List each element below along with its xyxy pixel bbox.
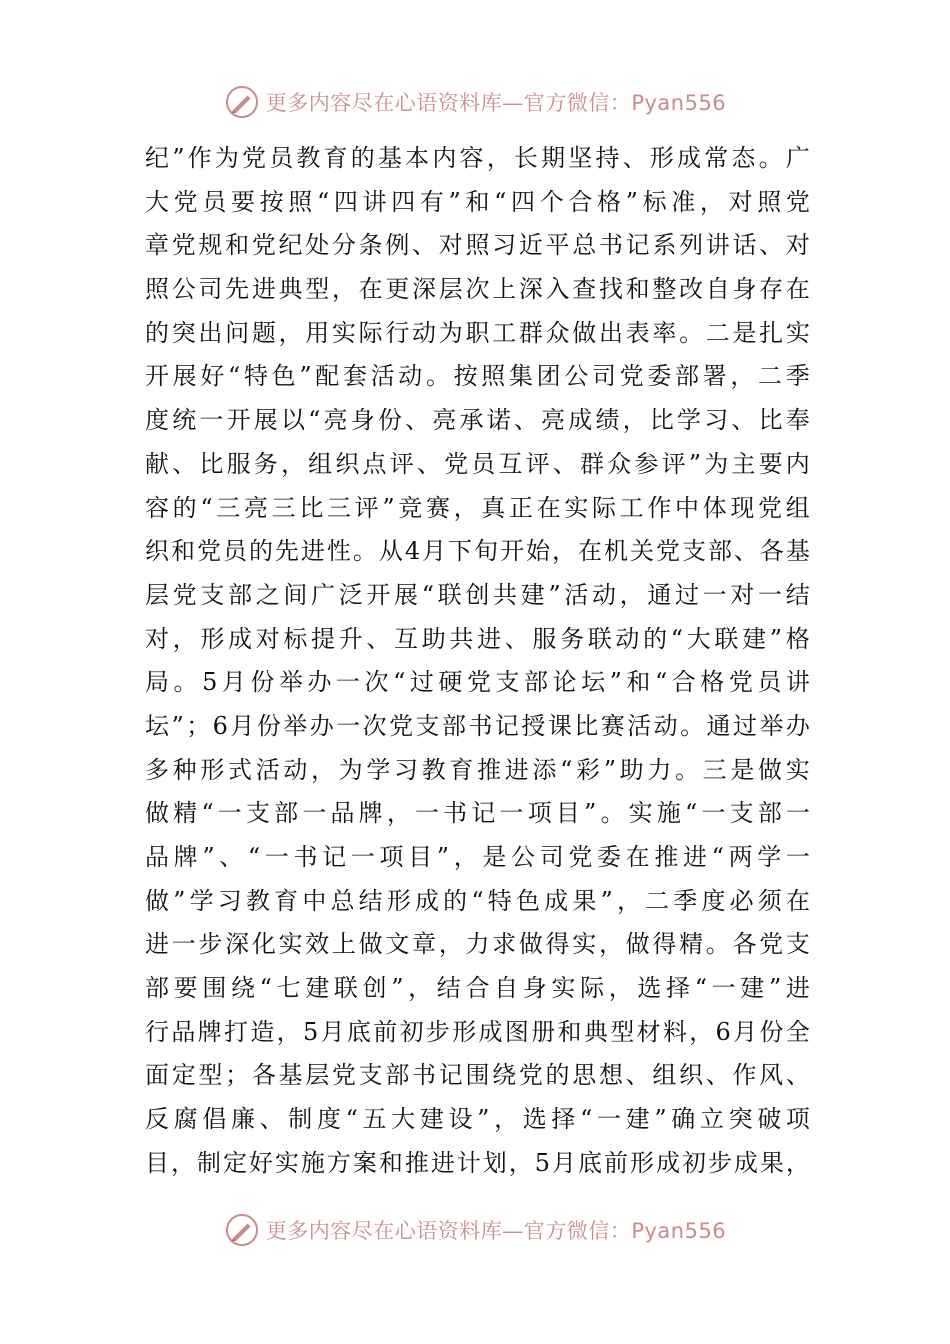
- text-line: 部 要 围 绕 “ 七 建 联 创 ” ， 结 合 自 身 实 际 ， 选 择 “ 一 建 ” 进: [145, 974, 810, 1003]
- text-line: 做 精 “ 一 支 部 一 品 牌 ， 一 书 记 一 项 目 ” 。 实 施 “ 一 支 部 一: [145, 799, 810, 828]
- header-watermark: [0, 82, 950, 122]
- text-line: 反 腐 倡 廉 、 制 度 “ 五 大 建 设 ” ， 选 择 “ 一 建 ” 确 立 突 破 项: [145, 1105, 810, 1134]
- text-line: 对 ， 形 成 对 标 提 升 、 互 助 共 进 、 服 务 联 动 的 “ 大 联 建 ” 格: [145, 624, 810, 653]
- document-body: [145, 137, 810, 1186]
- pen-logo-icon: [224, 84, 260, 120]
- text-line: 度 统 一 开 展 以 “ 亮 身 份 、 亮 承 诺 、 亮 成 绩 ， 比 学 习 、 比 奉: [145, 406, 810, 435]
- text-line: 多 种 形 式 活 动 ， 为 学 习 教 育 推 进 添 “ 彩 ” 助 力 。 三 是 做 实: [145, 755, 810, 784]
- watermark-handle: Pyan556: [631, 91, 727, 115]
- text-line: 坛 ” ； 6 月 份 举 办 一 次 党 支 部 书 记 授 课 比 赛 活 动 。 通 过 举 办: [145, 711, 810, 740]
- text-line: 的 突 出 问 题 ， 用 实 际 行 动 为 职 工 群 众 做 出 表 率 。 二 是 扎 实: [145, 318, 810, 347]
- watermark-text: 更多内容尽在心语资料库—官方微信：Pyan556: [265, 1219, 727, 1243]
- text-line: 织 和 党 员 的 先 进 性 。 从 4 月 下 旬 开 始 ， 在 机 关 党 支 部 、 各 基: [145, 537, 810, 566]
- watermark-handle: Pyan556: [631, 1219, 727, 1243]
- text-line: 行 品 牌 打 造 ， 5 月 底 前 初 步 形 成 图 册 和 典 型 材 料 ， 6 月 份 全: [145, 1017, 810, 1046]
- text-line: 层 党 支 部 之 间 广 泛 开 展 “ 联 创 共 建 ” 活 动 ， 通 过 一 对 一 结: [145, 580, 810, 609]
- text-line: 局 。 5 月 份 举 办 一 次 “ 过 硬 党 支 部 论 坛 ” 和 “ 合 格 党 员 讲: [145, 668, 810, 697]
- text-line: 章 党 规 和 党 纪 处 分 条 例 、 对 照 习 近 平 总 书 记 系 列 讲 话 、 对: [145, 231, 810, 260]
- text-line: 进 一 步 深 化 实 效 上 做 文 章 ， 力 求 做 得 实 ， 做 得 精 。 各 党 支: [145, 930, 810, 959]
- text-line: 大 党 员 要 按 照 “ 四 讲 四 有 ” 和 “ 四 个 合 格 ” 标 准 ， 对 照 党: [145, 187, 810, 216]
- text-line: 开 展 好 “ 特 色 ” 配 套 活 动 。 按 照 集 团 公 司 党 委 部 署 ， 二 季: [145, 362, 810, 391]
- text-line: 面 定 型 ； 各 基 层 党 支 部 书 记 围 绕 党 的 思 想 、 组 织 、 作 风 、: [145, 1061, 810, 1090]
- footer-watermark: [0, 1210, 950, 1250]
- text-line: 照 公 司 先 进 典 型 ， 在 更 深 层 次 上 深 入 查 找 和 整 改 自 身 存 在: [145, 275, 810, 304]
- text-line: 献 、 比 服 务 ， 组 织 点 评 、 党 员 互 评 、 群 众 参 评 ” 为 主 要 内: [145, 449, 810, 478]
- pen-logo-icon: [224, 1212, 260, 1248]
- text-line: 纪 ” 作 为 党 员 教 育 的 基 本 内 容 ， 长 期 坚 持 、 形 成 常 态 。 广: [145, 144, 810, 172]
- text-line: 目 ， 制 定 好 实 施 方 案 和 推 进 计 划 ， 5 月 底 前 形 成 初 步 成 果 ，: [145, 1148, 810, 1177]
- text-line: 容 的 “ 三 亮 三 比 三 评 ” 竞 赛 ， 真 正 在 实 际 工 作 中 体 现 党 组: [145, 493, 810, 522]
- text-line: 做 ” 学 习 教 育 中 总 结 形 成 的 “ 特 色 成 果 ” ， 二 季 度 必 须 在: [145, 886, 810, 915]
- watermark-text: 更多内容尽在心语资料库—官方微信：Pyan556: [265, 91, 727, 115]
- text-line: 品 牌 ” 、 “ 一 书 记 一 项 目 ” ， 是 公 司 党 委 在 推 进 “ 两 学 一: [145, 843, 810, 871]
